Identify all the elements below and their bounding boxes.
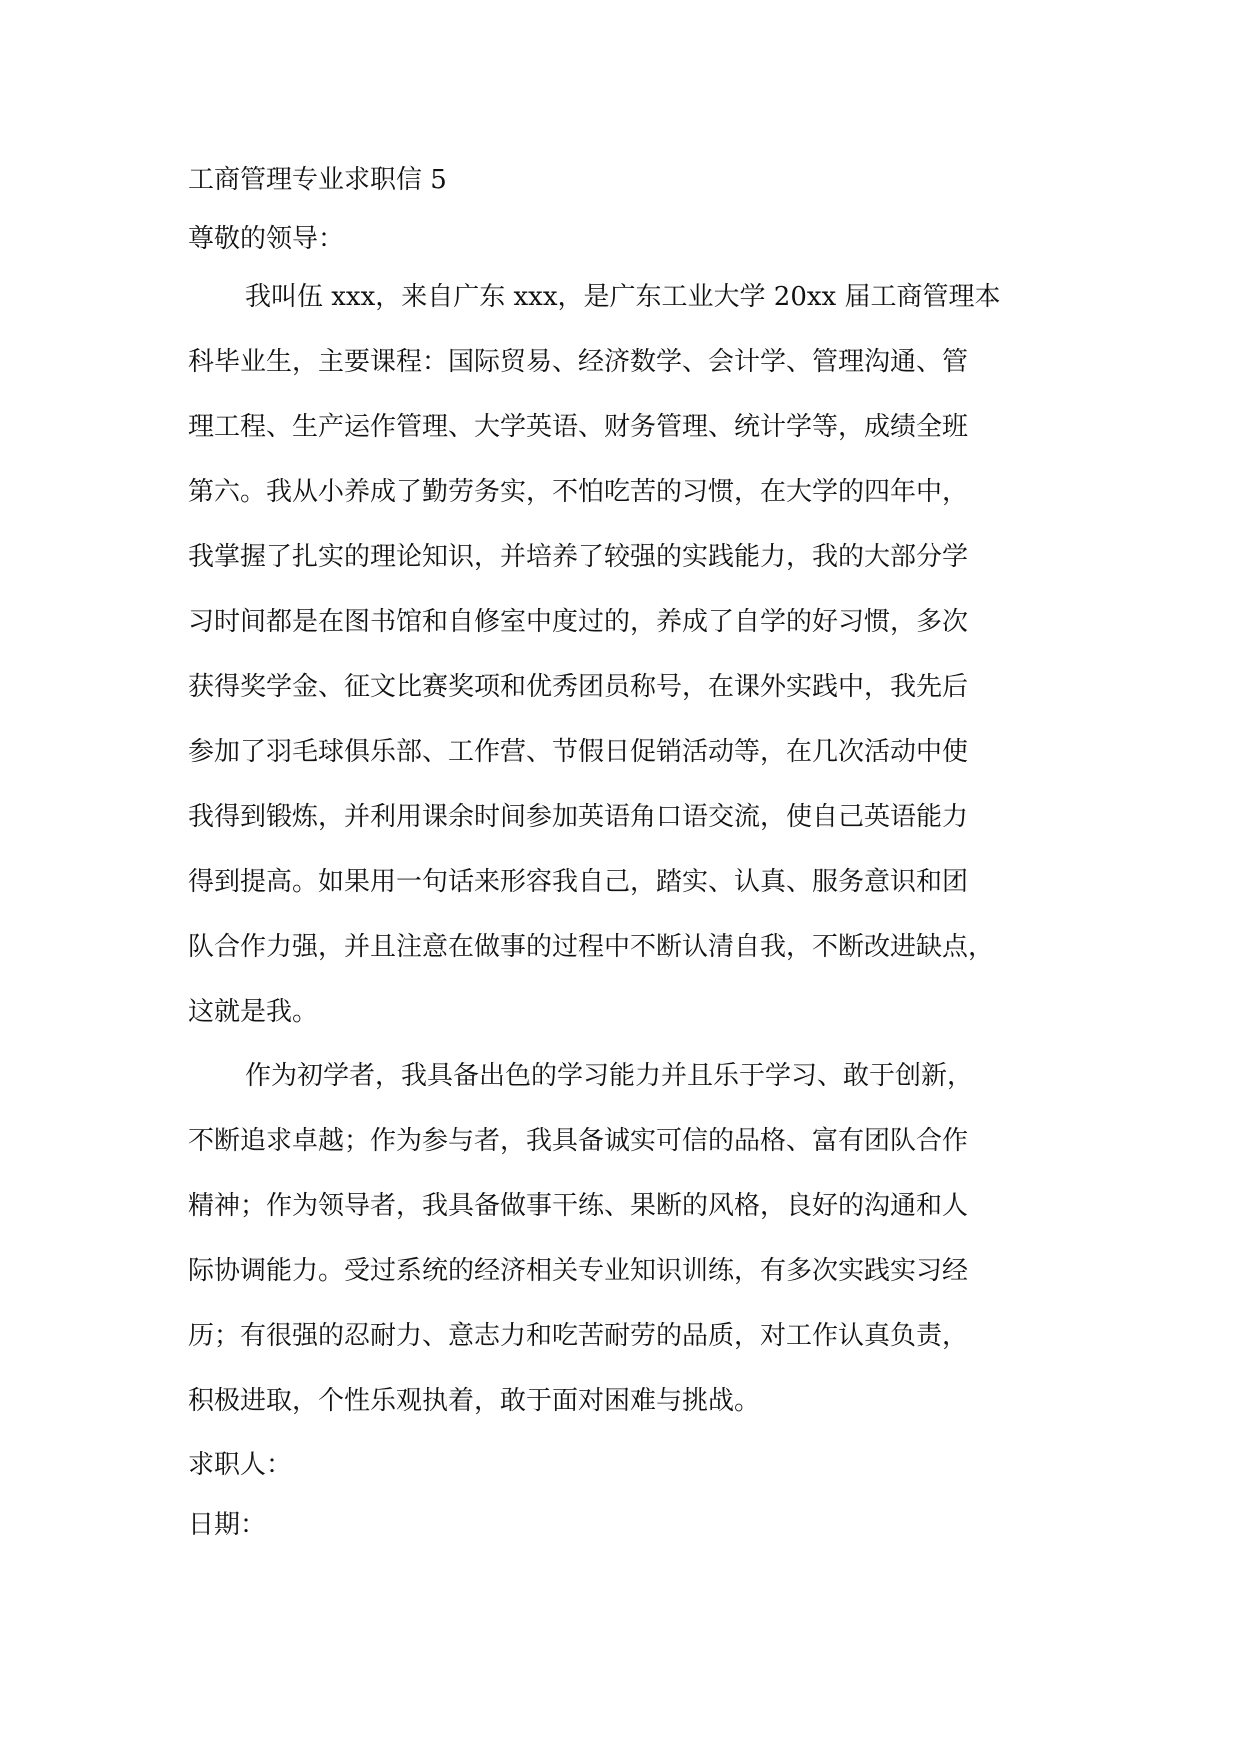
document-title: 工商管理专业求职信 5 <box>188 165 447 195</box>
paragraph-line: 精神；作为领导者，我具备做事干练、果断的风格，良好的沟通和人 <box>188 1191 969 1221</box>
paragraph-line: 科毕业生，主要课程：国际贸易、经济数学、会计学、管理沟通、管 <box>188 347 969 377</box>
letter-body <box>188 160 1058 1545</box>
paragraph-line: 队合作力强，并且注意在做事的过程中不断认清自我，不断改进缺点， <box>188 932 995 962</box>
paragraph-line: 我掌握了扎实的理论知识，并培养了较强的实践能力，我的大部分学 <box>188 542 969 572</box>
paragraph-line: 历；有很强的忍耐力、意志力和吃苦耐劳的品质，对工作认真负责， <box>188 1321 969 1351</box>
paragraph-line: 作为初学者，我具备出色的学习能力并且乐于学习、敢于创新， <box>245 1061 974 1091</box>
paragraph-line: 这就是我。 <box>188 997 319 1027</box>
paragraph-line: 第六。我从小养成了勤劳务实，不怕吃苦的习惯，在大学的四年中， <box>188 477 969 507</box>
paragraph-line: 不断追求卓越；作为参与者，我具备诚实可信的品格、富有团队合作 <box>188 1126 969 1156</box>
paragraph-line: 积极进取，个性乐观执着，敢于面对困难与挑战。 <box>188 1386 761 1416</box>
paragraph-line: 理工程、生产运作管理、大学英语、财务管理、统计学等，成绩全班 <box>188 412 969 442</box>
salutation: 尊敬的领导： <box>188 224 345 254</box>
paragraph-line: 参加了羽毛球俱乐部、工作营、节假日促销活动等，在几次活动中使 <box>188 737 969 767</box>
paragraph-line: 我得到锻炼，并利用课余时间参加英语角口语交流，使自己英语能力 <box>188 802 969 832</box>
paragraph-line: 获得奖学金、征文比赛奖项和优秀团员称号，在课外实践中，我先后 <box>188 672 969 702</box>
applicant-label: 求职人： <box>188 1450 293 1480</box>
paragraph-line: 得到提高。如果用一句话来形容我自己，踏实、认真、服务意识和团 <box>188 867 969 897</box>
paragraph-line: 习时间都是在图书馆和自修室中度过的，养成了自学的好习惯，多次 <box>188 607 969 637</box>
paragraph-line: 际协调能力。受过系统的经济相关专业知识训练，有多次实践实习经 <box>188 1256 969 1286</box>
paragraph-introduction <box>188 277 1058 1032</box>
paragraph-strengths <box>188 1056 1058 1421</box>
paragraph-line: 我叫伍 xxx，来自广东 xxx，是广东工业大学 20xx 届工商管理本 <box>245 282 1001 312</box>
date-label: 日期： <box>188 1510 267 1540</box>
